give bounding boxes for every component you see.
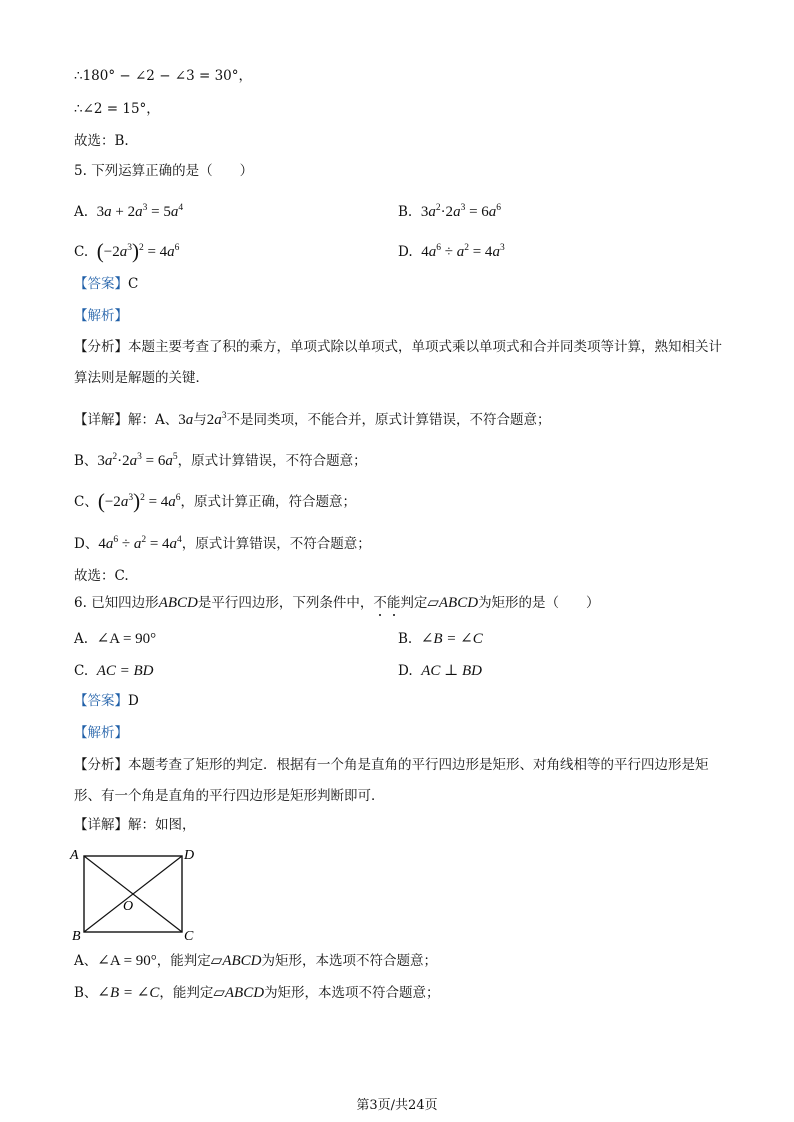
parallelogram-name: ▱ABCD [213,985,265,1001]
q6-option-b [398,629,483,649]
quad-name: ABCD [158,595,198,611]
detail-text: 解：如图， [128,817,196,833]
detail-prefix: D、 [74,536,99,552]
q6-option-a-formula: ∠A = 90° [96,631,157,647]
q6-option-d [398,661,482,681]
q6-number: 6. [74,595,87,611]
fenxi-tag: 【分析】 [74,339,128,355]
q5-detail-a [74,406,551,430]
option-label: D. [398,663,413,679]
vertex-label-c: C [184,929,194,944]
detail-prefix: B、 [74,453,98,469]
stem-part: 判定 [400,595,428,611]
detail-text: 为矩形，本选项不符合题意； [261,953,437,969]
detail-prefix: 解：A、 [128,412,179,428]
emphasis-can: 能 [386,595,401,611]
q6-option-a [74,629,156,649]
formula: $2a^3$ [206,411,227,428]
q5-option-a-formula: $3a + 2a^3 = 5a^4$ [96,203,184,220]
q5-stem [74,161,253,181]
stem-part: 已知四边形 [91,595,159,611]
q5-number: 5. [74,163,87,179]
option-label: A. [74,204,89,220]
q5-detail-c [74,488,356,512]
detail-text: ，能判定 [159,985,214,1001]
option-label: C. [74,663,89,679]
q6-answer [74,691,139,711]
q5-answer [74,274,138,294]
vertex-label-d: D [184,848,195,863]
q5-analysis [74,332,724,394]
prev-step-2: ∴∠2 = 15°， [74,101,160,117]
detail-prefix: B、 [74,985,98,1001]
detail-text: ，原式计算错误，不符合题意； [181,536,371,552]
q5-option-b-formula: $3a^2\cdot 2a^3 = 6a^6$ [420,203,502,220]
q6-detail-b [74,983,440,1003]
q6-option-d-formula: AC ⊥ BD [421,663,483,679]
q6-option-c [74,661,154,681]
q5-jiexi-tag: 【解析】 [74,308,128,324]
detail-text: 为矩形，本选项不符合题意； [264,985,440,1001]
q5-option-c-formula: $(-2a^3)^2 = 4a^6$ [96,239,180,263]
formula: 3a [178,412,194,428]
parallelogram-name: ▱ABCD [427,595,479,611]
q6-option-b-formula: ∠B = ∠C [420,631,483,647]
detail-prefix: C、 [74,494,98,510]
stem-part: 为矩形的是（ ） [478,595,600,611]
q6-analysis-text: 本题考查了矩形的判定．根据有一个角是直角的平行四边形是矩形、对角线相等的平行四边形是矩形、有一个角是直角的平行四边形是矩形判断即可． [74,757,709,804]
q5-option-b [398,198,501,222]
q5-detail-b [74,447,367,471]
prev-choice: 故选：B. [74,133,129,149]
formula: ∠B = ∠C [97,985,160,1001]
emphasis-not: 不 [373,595,387,611]
center-label-o: O [123,899,134,914]
detail-text: ，原式计算错误，不符合题意； [177,453,367,469]
formula: $4a^6 \div a^2 = 4a^4$ [98,535,182,552]
detail-text: ，原式计算正确，符合题意； [180,494,357,510]
vertex-label-a: A [70,848,79,863]
stem-part: 是平行四边形，下列条件中， [197,595,374,611]
prev-step-1: ∴180° − ∠2 − ∠3 = 30°， [74,68,253,84]
option-label: B. [398,204,413,220]
page-footer: 第3页/共24页 [356,1098,438,1113]
option-label: B. [398,631,413,647]
q5-answer-value: C [128,276,139,292]
fenxi-tag: 【分析】 [74,757,128,773]
answer-tag: 【答案】 [74,693,128,709]
detail-prefix: A、 [74,953,98,969]
q6-jiexi-tag: 【解析】 [74,725,128,741]
detail-text: ，能判定 [156,953,211,969]
q5-option-a [74,198,183,222]
q5-option-d [398,238,505,262]
q5-detail-d [74,530,371,554]
q6-analysis [74,750,724,812]
detail-text: 不是同类项，不能合并，原式计算错误，不符合题意； [226,412,551,428]
rectangle-figure [66,846,206,946]
xiangjie-tag: 【详解】 [74,412,128,428]
q5-stem-text: 下列运算正确的是（ ） [91,163,254,179]
option-label: C. [74,244,89,260]
q5-option-c [74,238,179,262]
xiangjie-tag: 【详解】 [74,817,128,833]
answer-tag: 【答案】 [74,276,128,292]
q6-option-c-formula: AC = BD [96,663,154,679]
detail-mid: 与 [193,412,207,428]
option-label: D. [398,244,413,260]
q5-option-d-formula: $4a^6 \div a^2 = 4a^3$ [421,243,505,260]
q6-detail-intro [74,815,196,835]
formula: ∠A = 90° [97,953,157,969]
formula: $(-2a^3)^2 = 4a^6$ [97,489,181,513]
q6-detail-a [74,951,437,971]
formula: $3a^2\cdot 2a^3 = 6a^5$ [97,452,178,469]
q6-answer-value: D [128,693,139,709]
vertex-label-b: B [72,929,81,944]
q6-stem [74,593,600,613]
q5-analysis-text: 本题主要考查了积的乘方，单项式除以单项式，单项式乘以单项式和合并同类项等计算，熟知相关计算法则是解题的关键． [74,339,722,386]
q5-choice: 故选：C. [74,568,129,584]
option-label: A. [74,631,89,647]
parallelogram-name: ▱ABCD [210,953,262,969]
